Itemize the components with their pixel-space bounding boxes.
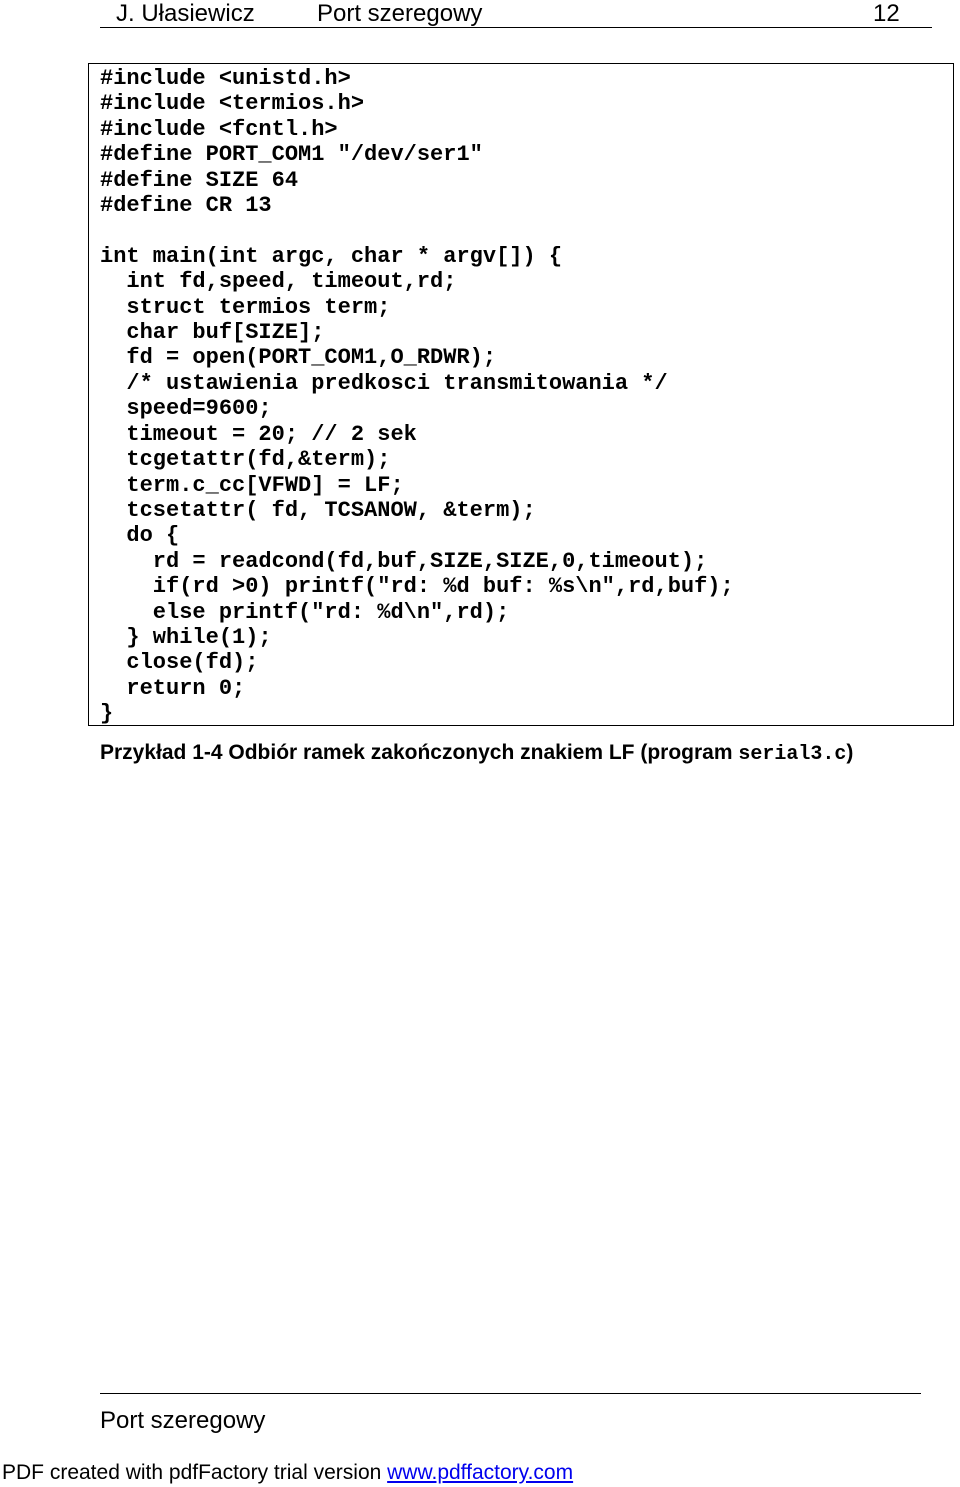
caption-filename: serial3.c [738, 743, 847, 766]
code-line: #define PORT_COM1 "/dev/ser1" [100, 142, 483, 168]
listing-caption [100, 740, 853, 768]
code-block [100, 66, 734, 727]
code-line: #include <termios.h> [100, 91, 365, 117]
code-line: term.c_cc[VFWD] = LF; [100, 472, 404, 498]
page-number: 12 [873, 0, 900, 27]
code-line: close(fd); [100, 650, 259, 676]
code-line: #include <fcntl.h> [100, 116, 338, 142]
code-line: timeout = 20; // 2 sek [100, 421, 417, 447]
code-line: return 0; [100, 675, 246, 701]
pdf-note-text: PDF created with pdfFactory trial version [2, 1461, 388, 1484]
code-line: char buf[SIZE]; [100, 320, 325, 346]
pdf-watermark-note [2, 1459, 573, 1487]
code-line: #define CR 13 [100, 193, 272, 219]
caption-suffix: ) [846, 741, 854, 764]
code-line: do { [100, 523, 180, 549]
code-line: int fd,speed, timeout,rd; [100, 269, 457, 295]
code-line: speed=9600; [100, 396, 272, 422]
footer-divider [100, 1393, 921, 1394]
code-line: tcsetattr( fd, TCSANOW, &term); [100, 497, 536, 523]
code-line: int main(int argc, char * argv[]) { [100, 243, 563, 269]
code-line: fd = open(PORT_COM1,O_RDWR); [100, 345, 497, 371]
code-line: #include <unistd.h> [100, 66, 351, 91]
code-line: rd = readcond(fd,buf,SIZE,SIZE,0,timeout); [100, 548, 708, 574]
code-line: } [100, 701, 114, 727]
page-header [100, 0, 932, 28]
header-title: Port szeregowy [317, 0, 483, 27]
code-line: tcgetattr(fd,&term); [100, 447, 391, 473]
code-listing [88, 63, 954, 726]
code-line: /* ustawienia predkosci transmitowania */ [100, 370, 668, 396]
footer-title: Port szeregowy [100, 1407, 266, 1434]
code-line: if(rd >0) printf("rd: %d buf: %s\n",rd,buf); [100, 574, 734, 600]
caption-text: Przykład 1-4 Odbiór ramek zakończonych znakiem LF (program [100, 741, 739, 764]
header-author: J. Ułasiewicz [116, 0, 255, 27]
code-line: } while(1); [100, 624, 272, 650]
code-line: else printf("rd: %d\n",rd); [100, 599, 510, 625]
pdffactory-link[interactable]: www.pdffactory.com [387, 1461, 574, 1484]
code-line: #define SIZE 64 [100, 167, 299, 193]
code-line: struct termios term; [100, 294, 391, 320]
